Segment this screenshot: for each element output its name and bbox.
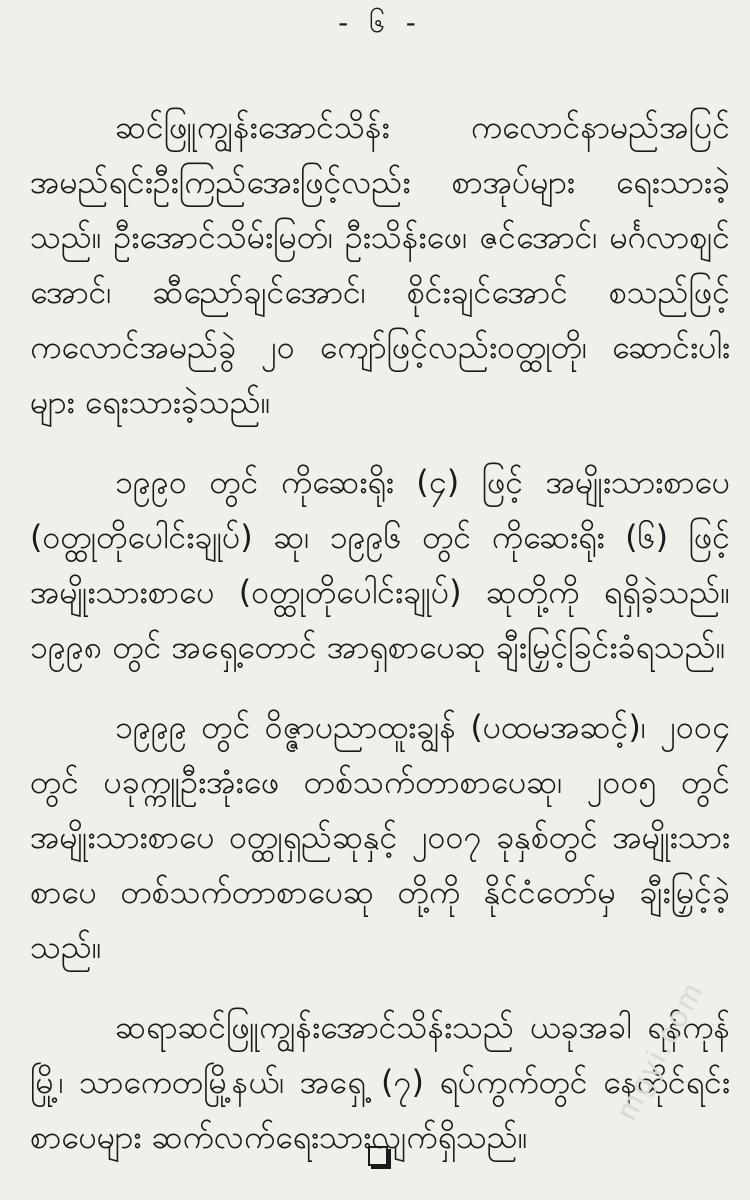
body-text <box>30 100 730 1190</box>
paragraph-awards-1990s: ၁၉၉၀ တွင် ကိုဆေးရိုး (၄) ဖြင့် အမျိုးသားစာပေ (ဝတ္ထုတိုပေါင်းချုပ်) ဆု၊ ၁၉၉၆ တွင် ကိုဆေးရိုး (၆) ဖြင့် အမျိုးသားစာပေ (ဝတ္ထုတိုပေါင်းချုပ်) ဆုတို့ကို ရရှိခဲ့သည်။ ၁၉၉၈ တွင် အရှေ့တောင် အာရှစာပေဆု ချီးမြှင့်ခြင်းခံရသည်။ <box>30 463 730 666</box>
page-number: - ၆ - <box>338 6 422 39</box>
end-of-section-square-icon <box>368 1146 388 1166</box>
site-watermark: mgyi.com <box>610 975 711 1126</box>
paragraph-pen-names: ဆင်ဖြူကျွန်းအောင်သိန်း ကလောင်နာမည်အပြင် အမည်ရင်းဦးကြည်အေးဖြင့်လည်း စာအုပ်များ ရေးသားခဲ့သည်။ ဦးအောင်သိမ်းမြတ်၊ ဦးသိန်းဖေ၊ ဇင်အောင်၊ မင်္ဂလာစျင်အောင်၊ ဆီညော်ချင်အောင်၊ စိုင်းချင်အောင် စသည်ဖြင့် ကလောင်အမည်ခွဲ ၂၀ ကျော်ဖြင့်လည်းဝတ္ထုတို၊ ဆောင်းပါးများ ရေးသားခဲ့သည်။ <box>30 108 730 421</box>
paragraph-current-residence: ဆရာဆင်ဖြူကျွန်းအောင်သိန်းသည် ယခုအခါ ရန်ကုန်မြို့၊ သာကေတမြို့နယ်၊ အရှေ့ (၇) ရပ်ကွက်တွင် နေထိုင်ရင်း စာပေများ ဆက်လက်ရေးသားလျက်ရှိသည်။ <box>30 1008 730 1156</box>
paragraph-awards-2000s: ၁၉၉၉ တွင် ဝိဇ္ဇာပညာထူးချွန် (ပထမအဆင့်)၊ ၂၀၀၄ တွင် ပခုက္ကူဦးအုံးဖေ တစ်သက်တာစာပေဆု၊ ၂၀၀၅ တွင် အမျိုးသားစာပေ ဝတ္ထုရှည်ဆုနှင့် ၂၀၀၇ ခုနှစ်တွင် အမျိုးသားစာပေ တစ်သက်တာစာပေဆု တို့ကို နိုင်ငံတော်မှ ချီးမြှင့်ခဲ့သည်။ <box>30 708 730 966</box>
